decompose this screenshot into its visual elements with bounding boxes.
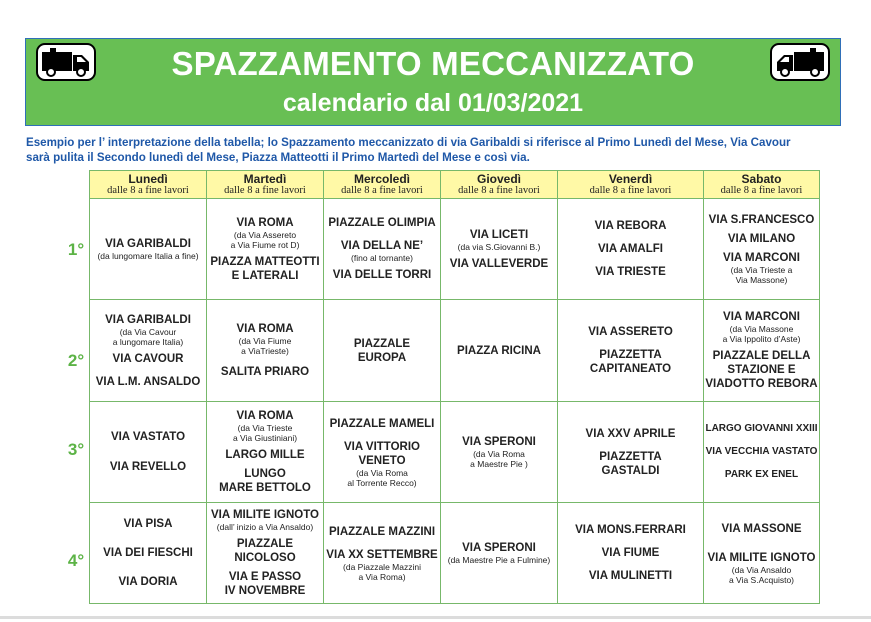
table-row xyxy=(90,199,820,300)
table-row xyxy=(90,503,820,604)
page-subtitle: calendario dal 01/03/2021 xyxy=(282,89,584,117)
truck-icon xyxy=(770,43,830,81)
table-cell: VIA ROMA (da Via Fiume a ViaTrieste) SALITA PRIARO xyxy=(207,300,324,402)
table-cell: VIA MASSONE VIA MILITE IGNOTO (da Via Ansaldo a Via S.Acquisto) xyxy=(704,503,820,604)
table-cell: VIA PISA VIA DEI FIESCHI VIA DORIA xyxy=(90,503,207,604)
week-label-2: 2° xyxy=(67,351,85,370)
table-cell: VIA ASSERETO PIAZZETTA CAPITANEATO xyxy=(558,300,704,402)
table-cell: VIA S.FRANCESCO VIA MILANO VIA MARCONI (da Via Trieste a Via Massone) xyxy=(704,199,820,300)
day-header-lunedi: Lunedì dalle 8 a fine lavori xyxy=(90,171,207,199)
table-cell: VIA MILITE IGNOTO (dall’ inizio a Via Ansaldo) PIAZZALE NICOLOSO VIA E PASSO IV NOVEMBRE xyxy=(207,503,324,604)
table-cell: VIA VASTATO VIA REVELLO xyxy=(90,402,207,503)
week-label-1: 1° xyxy=(67,240,85,259)
day-header-martedi: Martedì dalle 8 a fine lavori xyxy=(207,171,324,199)
table-cell: PIAZZALE EUROPA xyxy=(324,300,441,402)
table-cell: VIA ROMA (da Via Trieste a Via Giustiniani) LARGO MILLE LUNGO MARE BETTOLO xyxy=(207,402,324,503)
table-cell: VIA REBORA VIA AMALFI VIA TRIESTE xyxy=(558,199,704,300)
table-cell: VIA ROMA (da Via Assereto a Via Fiume rot D) PIAZZA MATTEOTTI E LATERALI xyxy=(207,199,324,300)
intro-line: sarà pulita il Secondo lunedì del Mese, Piazza Matteotti il Primo Martedì del Mese e così via. xyxy=(26,151,530,164)
day-header-venerdi: Venerdì dalle 8 a fine lavori xyxy=(558,171,704,199)
table-cell: VIA GARIBALDI (da Via Cavour a lungomare Italia) VIA CAVOUR VIA L.M. ANSALDO xyxy=(90,300,207,402)
intro-line: Esempio per l’ interpretazione della tabella; lo Spazzamento meccanizzato di via Garibaldi si riferisce al Primo Lunedì del Mese, Via Cavour xyxy=(26,136,791,149)
table-cell: LARGO GIOVANNI XXIII VIA VECCHIA VASTATO PARK EX ENEL xyxy=(704,402,820,503)
table-cell: VIA MONS.FERRARI VIA FIUME VIA MULINETTI xyxy=(558,503,704,604)
schedule-table xyxy=(89,170,820,604)
day-header-sabato: Sabato dalle 8 a fine lavori xyxy=(704,171,820,199)
table-cell: PIAZZALE OLIMPIA VIA DELLA NE’ (fino al tornante) VIA DELLE TORRI xyxy=(324,199,441,300)
day-header-giovedi: Giovedì dalle 8 a fine lavori xyxy=(441,171,558,199)
table-cell: PIAZZALE MAZZINI VIA XX SETTEMBRE (da Piazzale Mazzini a Via Roma) xyxy=(324,503,441,604)
week-label-3: 3° xyxy=(67,440,85,459)
table-cell: PIAZZALE MAMELI VIA VITTORIO VENETO (da Via Roma al Torrente Recco) xyxy=(324,402,441,503)
table-cell: VIA SPERONI (da Maestre Pie a Fulmine) xyxy=(441,503,558,604)
week-label-4: 4° xyxy=(67,551,85,570)
table-cell: VIA GARIBALDI (da lungomare Italia a fine) xyxy=(90,199,207,300)
table-cell: VIA LICETI (da via S.Giovanni B.) VIA VALLEVERDE xyxy=(441,199,558,300)
intro-text xyxy=(26,135,846,165)
table-cell: VIA XXV APRILE PIAZZETTA GASTALDI xyxy=(558,402,704,503)
table-row xyxy=(90,402,820,503)
page-title: SPAZZAMENTO MECCANIZZATO xyxy=(171,45,695,82)
header-row xyxy=(90,171,820,199)
title-banner xyxy=(25,38,841,126)
table-row xyxy=(90,300,820,402)
table-cell: VIA SPERONI (da Via Roma a Maestre Pie ) xyxy=(441,402,558,503)
page-bottom-divider xyxy=(0,616,871,619)
table-cell: PIAZZA RICINA xyxy=(441,300,558,402)
day-header-mercoledi: Mercoledì dalle 8 a fine lavori xyxy=(324,171,441,199)
table-cell: VIA MARCONI (da Via Massone a Via Ippolito d’Aste) PIAZZALE DELLA STAZIONE E VIADOTTO REBORA xyxy=(704,300,820,402)
